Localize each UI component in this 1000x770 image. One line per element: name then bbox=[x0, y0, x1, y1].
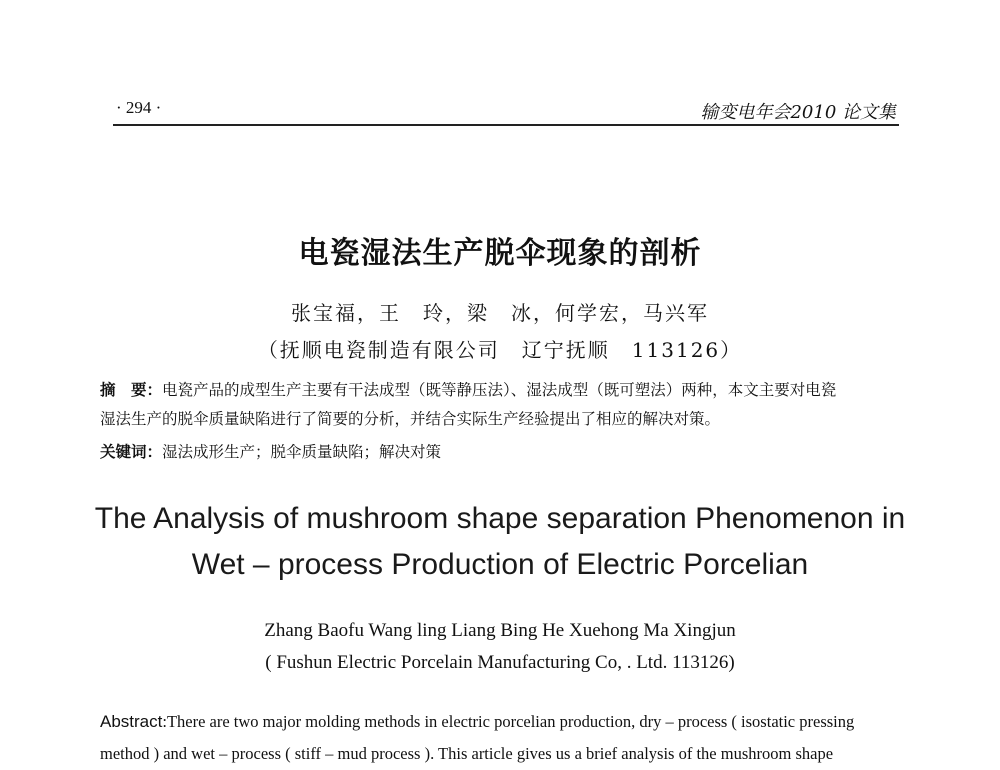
abstract-english-label: Abstract bbox=[100, 712, 163, 731]
header-rule bbox=[113, 124, 899, 126]
title-english-line-2: Wet – process Production of Electric Porcelian bbox=[191, 548, 809, 581]
keywords-chinese-text: 湿法成形生产；脱伞质量缺陷；解决对策 bbox=[162, 443, 442, 461]
abstract-english-text-1: :There are two major molding methods in electric porcelian production, dry – process ( isostatic pressing bbox=[162, 712, 855, 731]
abstract-english-line-1 bbox=[100, 706, 900, 738]
running-title: 输变电年会2010 论文集 bbox=[700, 102, 896, 123]
abstract-english-text-2: method ) and wet – process ( stiff – mud process ). This article gives us a brief analysis of the mushroom shape bbox=[100, 744, 834, 763]
affiliation-chinese: （抚顺电瓷制造有限公司 辽宁抚顺 113126） bbox=[257, 338, 743, 362]
keywords-chinese-label: 关键词： bbox=[100, 443, 163, 461]
title-english-line-1: The Analysis of mushroom shape separation Phenomenon in bbox=[94, 502, 906, 535]
abstract-english bbox=[100, 706, 900, 770]
authors-chinese: 张宝福，王 玲，梁 冰，何学宏，马兴军 bbox=[291, 301, 709, 325]
title-chinese: 电瓷湿法生产脱伞现象的剖析 bbox=[298, 236, 702, 271]
affiliation-english: ( Fushun Electric Porcelain Manufacturing Co, . Ltd. 113126) bbox=[265, 652, 735, 673]
abstract-chinese-line-1 bbox=[100, 376, 900, 405]
abstract-chinese bbox=[100, 376, 900, 434]
authors-english: Zhang Baofu Wang ling Liang Bing He Xuehong Ma Xingjun bbox=[264, 620, 736, 641]
page-number: · 294 · bbox=[116, 98, 162, 117]
abstract-chinese-text-2: 湿法生产的脱伞质量缺陷进行了简要的分析，并结合实际生产经验提出了相应的解决对策。 bbox=[100, 410, 721, 428]
keywords-chinese bbox=[100, 438, 900, 467]
title-english bbox=[90, 496, 910, 588]
abstract-chinese-text-1: 电瓷产品的成型生产主要有干法成型（既等静压法）、湿法成型（既可塑法）两种，本文主要对电瓷 bbox=[162, 381, 837, 399]
abstract-chinese-label: 摘 要： bbox=[100, 381, 163, 399]
